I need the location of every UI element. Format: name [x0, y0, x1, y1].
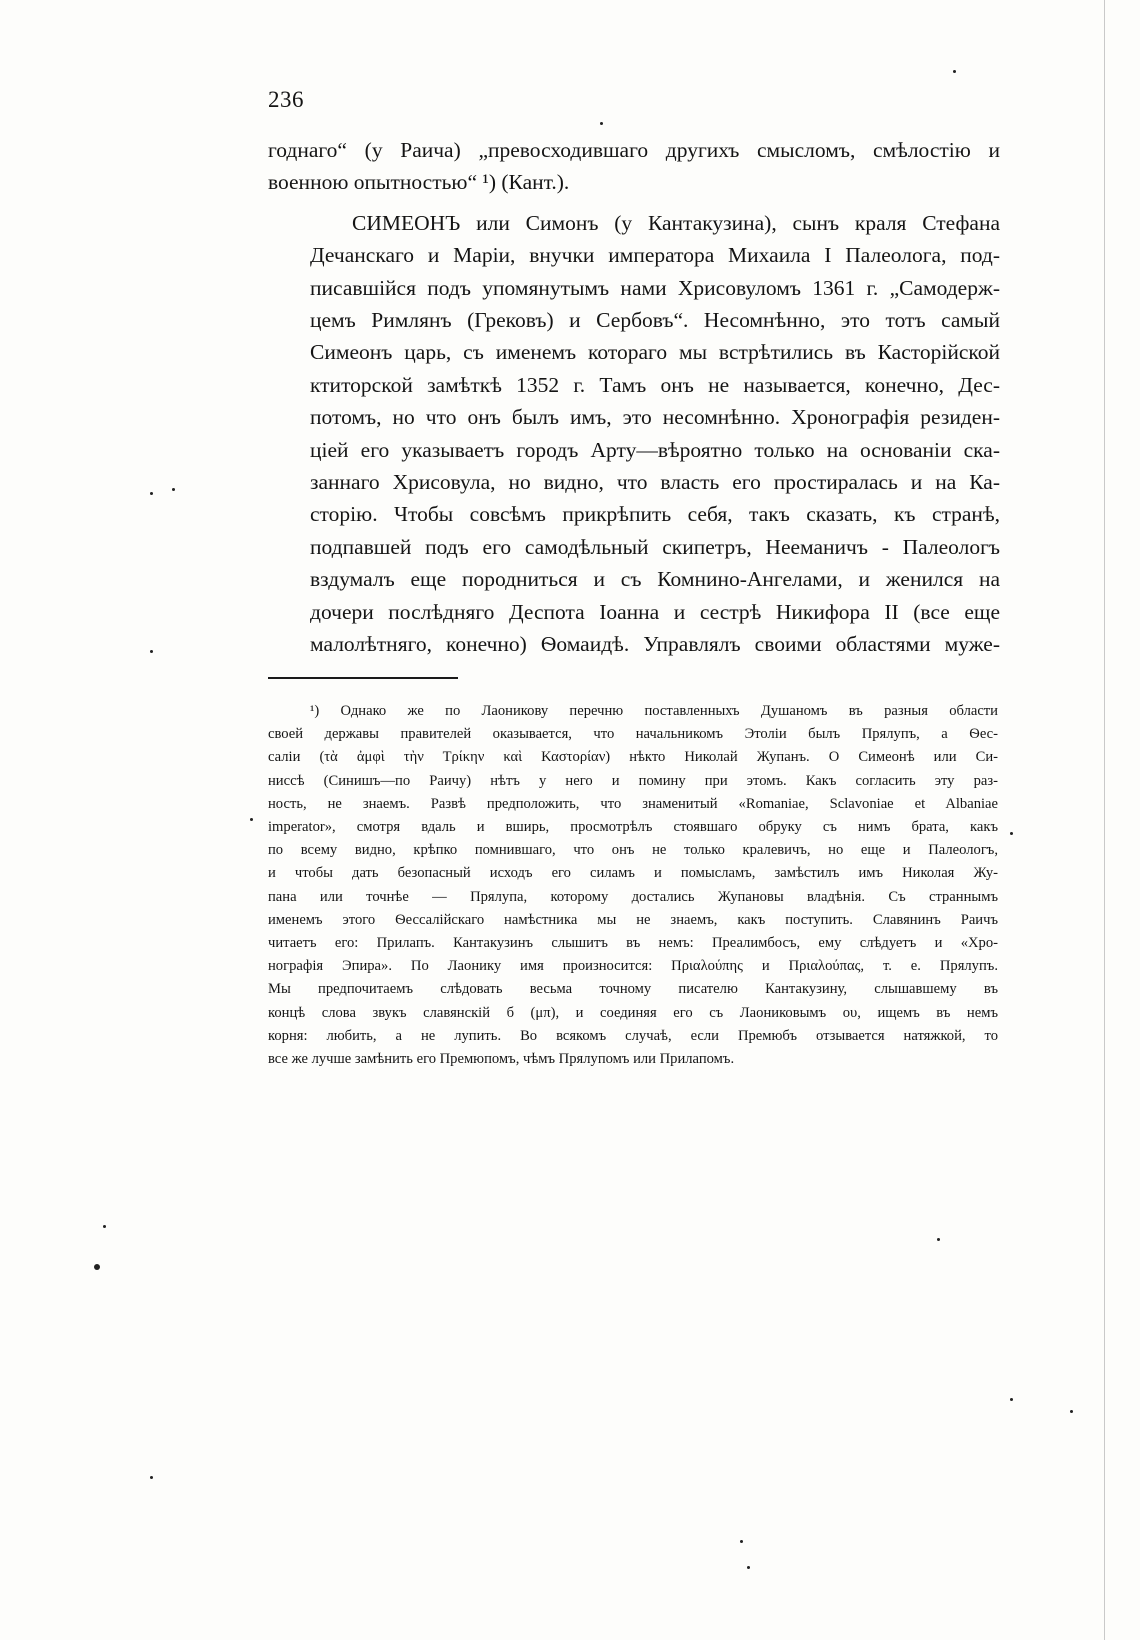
footnote-line: ниссѣ (Синишъ—по Раичу) нѣтъ у него и помину при этомъ. Какъ согласить эту раз- — [268, 772, 998, 789]
footnote-line: своей державы правителей оказывается, что начальникомъ Этоліи былъ Прялупъ, а Ѳес- — [268, 726, 998, 743]
scan-speck — [250, 818, 253, 821]
text-line: вздумалъ еще породниться и съ Комнино-Ангелами, и женился на — [310, 567, 1000, 592]
footnote-line: саліи (τὰ ἀμφὶ τὴν Τρίκην καὶ Καστορίαν) нѣкто Николай Жупанъ. О Симеонѣ или Си- — [268, 749, 998, 766]
page-number: 236 — [268, 87, 304, 112]
scan-speck — [747, 1566, 750, 1569]
page-edge-line — [1104, 0, 1105, 1640]
text-line: ціей его указываетъ городъ Арту—вѣроятно только на основаніи ска- — [310, 437, 1000, 462]
footnote — [268, 700, 998, 1071]
footnote-line: именемъ этого Ѳессалійскаго намѣстника мы не знаемъ, какъ поступить. Славянинъ Раичъ — [268, 911, 998, 928]
text-line: заннаго Хрисовула, но видно, что власть его простиралась и на Ка- — [310, 470, 1000, 495]
text-line: писавшійся подъ упомянутымъ нами Хрисовуломъ 1361 г. „Самодерж- — [310, 275, 1000, 300]
footnote-line: по всему видно, крѣпко помнившаго, что онъ не только кралевичъ, но еще и Палеологъ, — [268, 842, 998, 859]
text-line: сторію. Чтобы совсѣмъ прикрѣпить себя, такъ сказать, къ странѣ, — [310, 502, 1000, 527]
footnote-line: все же лучше замѣнить его Премюпомъ, чѣмъ Прялупомъ или Прилапомъ. — [268, 1051, 735, 1068]
text-line: СИМЕОНЪ или Симонъ (у Кантакузина), сынъ краля Стефана — [352, 210, 1000, 235]
text-line: малолѣтняго, конечно) Ѳомаидѣ. Управлялъ своими областями муже- — [310, 632, 1000, 657]
scan-speck — [953, 70, 956, 73]
text-line: цемъ Римлянъ (Грековъ) и Сербовъ“. Несомнѣнно, это тотъ самый — [310, 308, 1000, 333]
text-line: Дечанскаго и Маріи, внучки императора Михаила I Палеолога, под- — [310, 243, 1000, 268]
footnote-line: ¹) Однако же по Лаоникову перечню поставленныхъ Душаномъ въ разныя области — [310, 703, 998, 719]
footnote-line: и чтобы дать безопасный исходъ его силамъ и помысламъ, замѣстилъ имъ Николая Жу- — [268, 865, 998, 882]
scan-speck — [600, 122, 603, 125]
paragraph-continuation — [268, 134, 1000, 199]
text-line: подпавшей подъ его самодѣльный скипетръ, Нееманичъ - Палеологъ — [310, 534, 1000, 559]
text-line: годнаго“ (у Раича) „превосходившаго другихъ смысломъ, смѣлостію и — [268, 138, 1000, 162]
footnote-line: пана или точнѣе — Прялупа, которому достались Жупановы владѣнія. Съ страннымъ — [268, 888, 998, 905]
scan-speck — [150, 650, 153, 653]
scan-speck — [94, 1264, 100, 1270]
text-line: потомъ, но что онъ былъ имъ, это несомнѣнно. Хронографія резиден- — [310, 405, 1000, 430]
footnote-line: Мы предпочитаемъ слѣдовать весьма точному писателю Кантакузину, слышавшему въ — [268, 981, 998, 998]
footnote-line: imperator», смотря вдаль и вширь, просмотрѣлъ стоявшаго обруку съ нимъ брата, какъ — [268, 819, 998, 836]
main-text — [268, 134, 1000, 661]
footnote-line: ность, не знаемъ. Развѣ предположить, что знаменитый «Romaniae, Sclavoniae et Albaniae — [268, 795, 998, 812]
footnote-line: корня: любить, а не лупить. Во всякомъ случаѣ, если Премюбъ отзывается натяжкой, то — [268, 1027, 998, 1044]
footnote-line: концѣ слова звукъ славянскій б (μπ), и соединяя его съ Лаониковымъ ου, ищемъ въ немъ — [268, 1004, 998, 1021]
scan-speck — [1070, 1410, 1073, 1413]
footnote-line: нографія Эпира». По Лаонику имя произносится: Πριαλούπης и Πριαλούπας, т. е. Прялупъ. — [268, 958, 998, 975]
scan-speck — [150, 1476, 153, 1479]
text-line: ктиторской замѣткѣ 1352 г. Тамъ онъ не называется, конечно, Дес- — [310, 372, 1000, 397]
footnote-separator — [268, 677, 458, 679]
scan-speck — [103, 1225, 106, 1228]
scan-speck — [172, 488, 175, 491]
scan-speck — [740, 1540, 743, 1543]
scan-speck — [150, 492, 153, 495]
text-line: Симеонъ царь, съ именемъ котораго мы встрѣтились въ Касторійской — [310, 340, 1000, 365]
scan-speck — [1010, 1398, 1013, 1401]
footnote-line: читаетъ его: Прилапъ. Кантакузинъ слышитъ въ немъ: Преалимбосъ, ему слѣдуетъ и «Хро- — [268, 935, 998, 952]
text-line: военною опытностью“ ¹) (Кант.). — [268, 170, 570, 195]
scan-speck — [937, 1238, 940, 1241]
paragraph-simeon — [268, 207, 1000, 661]
scan-speck — [1010, 832, 1013, 835]
text-line: дочери послѣдняго Деспота Іоанна и сестрѣ Никифора II (все еще — [310, 599, 1000, 624]
